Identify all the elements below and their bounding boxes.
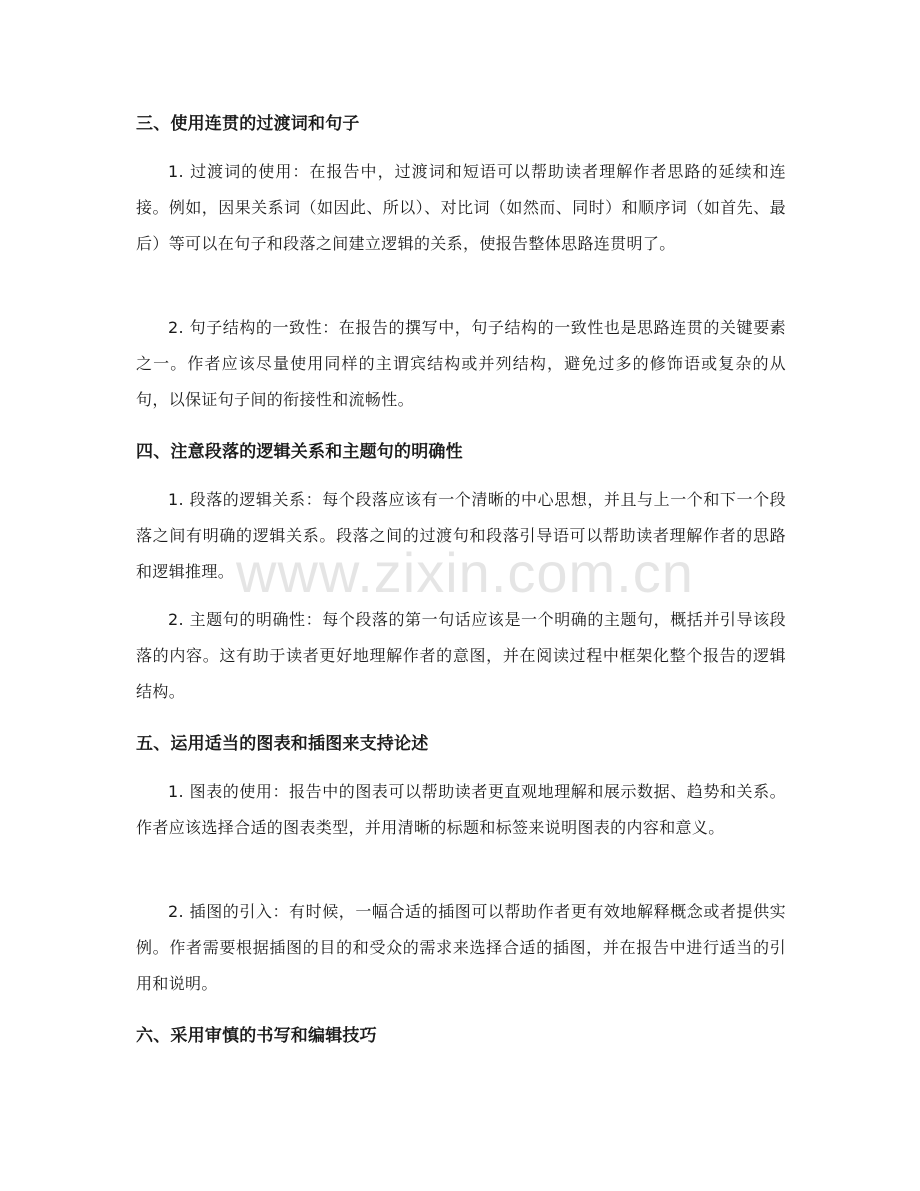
section-heading-4: 四、注意段落的逻辑关系和主题句的明确性 bbox=[136, 442, 463, 462]
paragraph-3-2: 2. 句子结构的一致性：在报告的撰写中，句子结构的一致性也是思路连贯的关键要素之一。作者应该尽量使用同样的主谓宾结构或并列结构，避免过多的修饰语或复杂的从句，以保证句子间的衔接性和流畅性。 bbox=[136, 318, 786, 409]
section-heading-5: 五、运用适当的图表和插图来支持论述 bbox=[136, 734, 429, 754]
paragraph-4-2: 2. 主题句的明确性：每个段落的第一句话应该是一个明确的主题句，概括并引导该段落的内容。这有助于读者更好地理解作者的意图，并在阅读过程中框架化整个报告的逻辑结构。 bbox=[136, 610, 786, 701]
section-heading-6: 六、采用审慎的书写和编辑技巧 bbox=[136, 1026, 377, 1046]
paragraph-3-1: 1. 过渡词的使用：在报告中，过渡词和短语可以帮助读者理解作者思路的延续和连接。例如，因果关系词（如因此、所以）、对比词（如然而、同时）和顺序词（如首先、最后）等可以在句子和段落之间建立逻辑的关系，使报告整体思路连贯明了。 bbox=[136, 162, 786, 253]
section-heading-3: 三、使用连贯的过渡词和句子 bbox=[136, 114, 360, 134]
paragraph-5-1: 1. 图表的使用：报告中的图表可以帮助读者更直观地理解和展示数据、趋势和关系。作者应该选择合适的图表类型，并用清晰的标题和标签来说明图表的内容和意义。 bbox=[136, 782, 786, 837]
paragraph-5-2: 2. 插图的引入：有时候，一幅合适的插图可以帮助作者更有效地解释概念或者提供实例。作者需要根据插图的目的和受众的需求来选择合适的插图，并在报告中进行适当的引用和说明。 bbox=[136, 902, 786, 993]
paragraph-4-1: 1. 段落的逻辑关系：每个段落应该有一个清晰的中心思想，并且与上一个和下一个段落之间有明确的逻辑关系。段落之间的过渡句和段落引导语可以帮助读者理解作者的思路和逻辑推理。 bbox=[136, 490, 786, 581]
watermark-text: www.zixin.com.cn bbox=[236, 541, 694, 604]
